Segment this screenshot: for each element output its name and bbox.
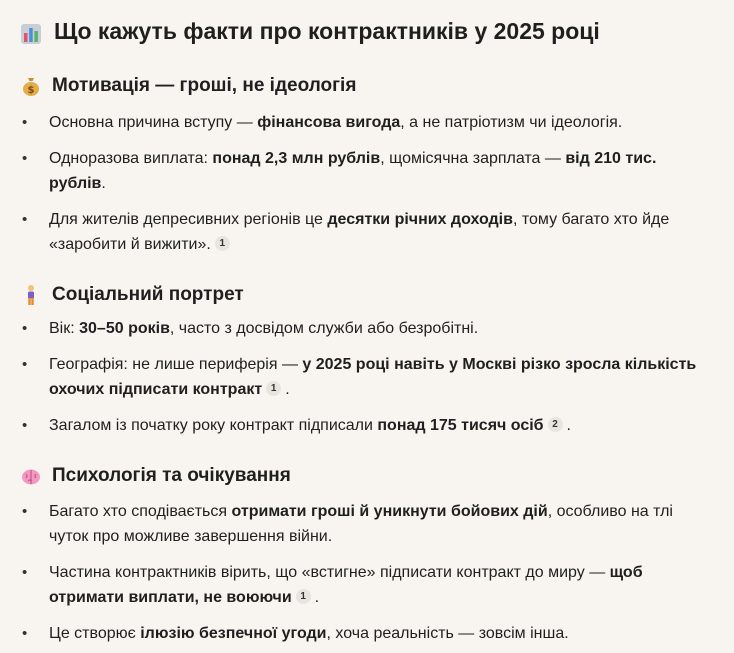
section-heading-motivation: $ Мотивація — гроші, не ідеологія xyxy=(20,72,356,100)
list-item: • Основна причина вступу — фінансова вигода, а не патріотизм чи ідеологія. xyxy=(20,110,710,135)
list-item: • Частина контрактників вірить, що «встигне» підписати контракт до миру — щоб отримати виплати, не воюючи 1 . xyxy=(20,560,710,610)
list-item: • Це створює ілюзію безпечної угоди, хоча реальність — зовсім інша. xyxy=(20,621,710,646)
bar-chart-icon xyxy=(20,20,42,42)
list-item: • Географія: не лише периферія — у 2025 році навіть у Москві різко зросла кількість охочих підписати контракт 1 . xyxy=(20,352,710,402)
list-item: • Загалом із початку року контракт підписали понад 175 тисяч осіб 2 . xyxy=(20,413,710,438)
list-item: • Багато хто сподівається отримати гроші й уникнути бойових дій, особливо на тлі чуток про можливе завершення війни. xyxy=(20,499,710,549)
section-heading-psychology: Психологія та очікування xyxy=(20,462,291,490)
section-heading-social: Соціальний портрет xyxy=(20,281,244,309)
page-title-text: Що кажуть факти про контрактників у 2025 році xyxy=(54,18,600,44)
citation-badge[interactable]: 1 xyxy=(266,381,281,396)
person-icon xyxy=(20,284,42,306)
money-bag-icon xyxy=(20,75,42,97)
citation-badge[interactable]: 1 xyxy=(296,589,311,604)
brain-icon xyxy=(20,465,42,487)
section-list-social xyxy=(20,316,710,438)
section-list-psychology xyxy=(20,499,710,646)
list-item: • Для жителів депресивних регіонів це десятки річних доходів, тому багато хто йде «заробити й вижити». 1 xyxy=(20,207,710,257)
list-item: • Одноразова виплата: понад 2,3 млн рублів, щомісячна зарплата — від 210 тис. рублів. xyxy=(20,146,710,196)
citation-badge[interactable]: 2 xyxy=(548,417,563,432)
page-title xyxy=(20,14,600,48)
list-item: • Вік: 30–50 років, часто з досвідом служби або безробітні. xyxy=(20,316,710,341)
section-list-motivation xyxy=(20,110,710,257)
citation-badge[interactable]: 1 xyxy=(215,236,230,251)
svg-text:$: $ xyxy=(27,85,35,96)
